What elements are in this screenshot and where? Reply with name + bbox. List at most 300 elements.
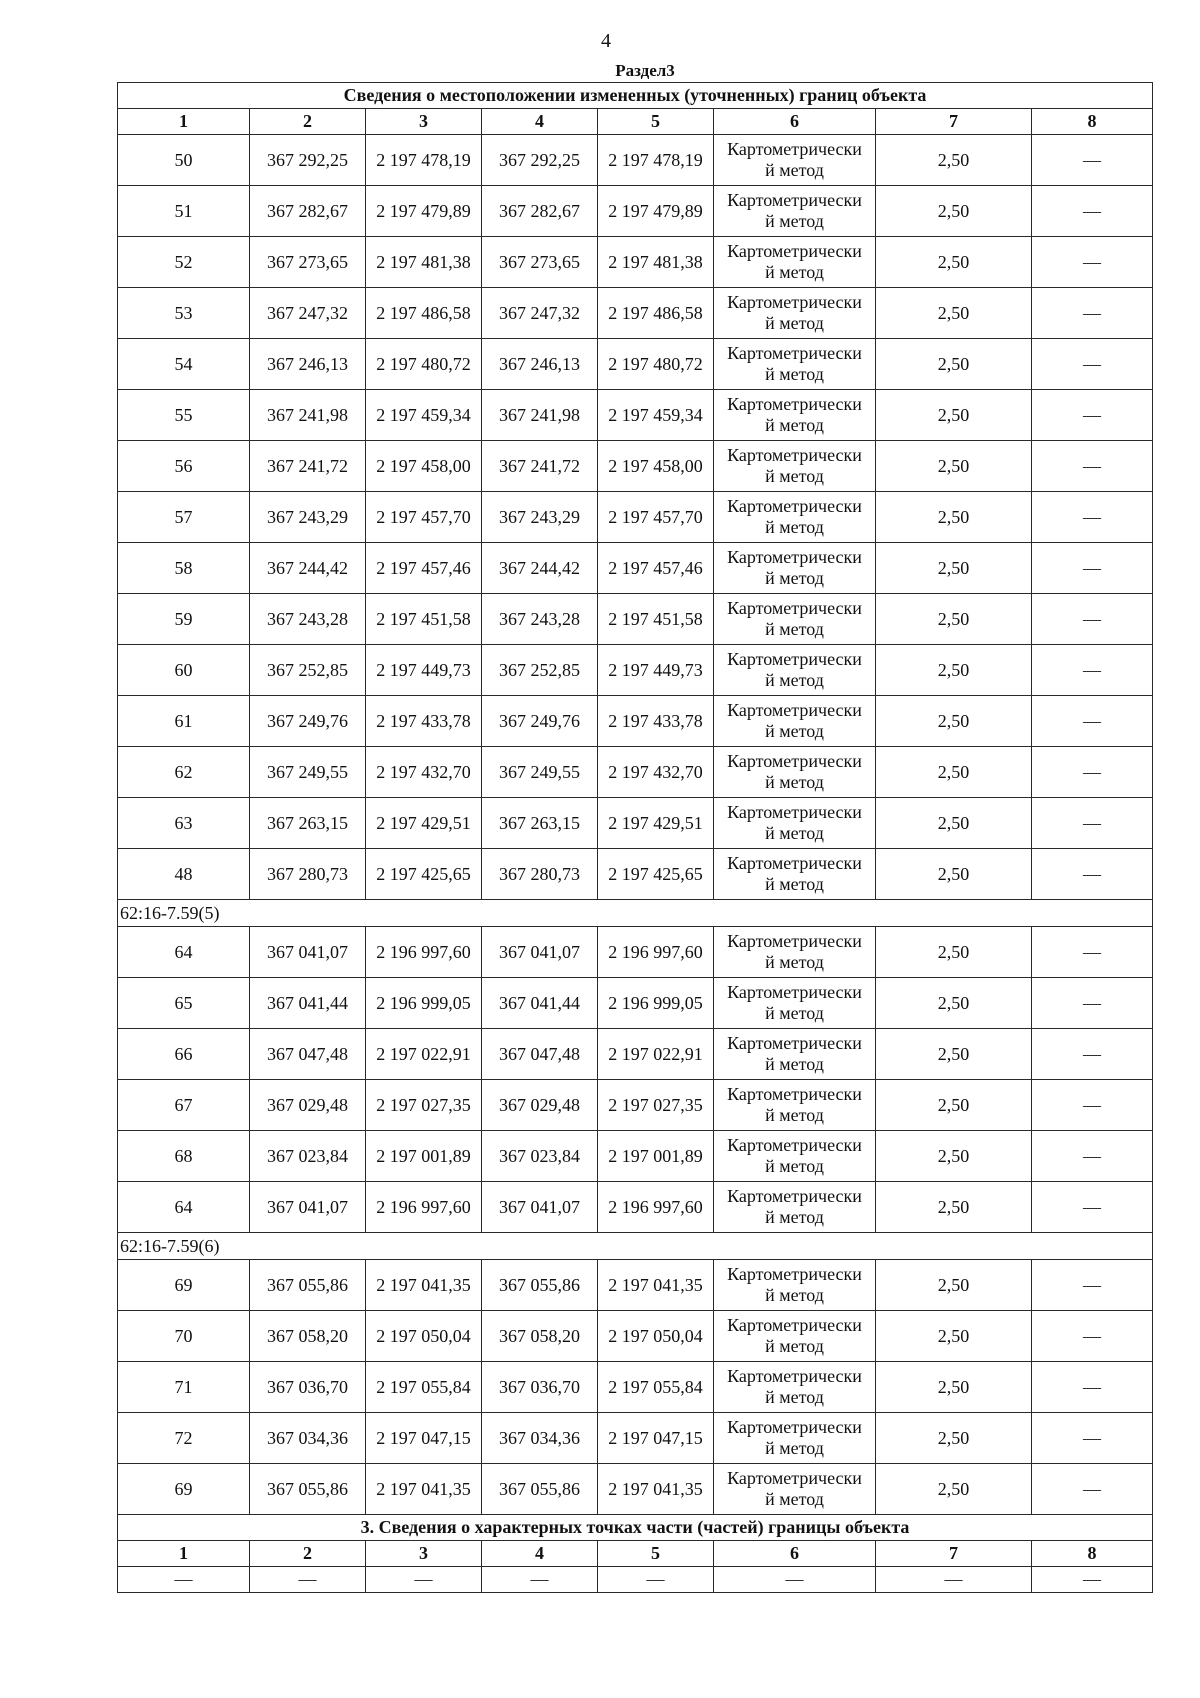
method-cell [714, 1311, 876, 1362]
table-row [118, 747, 1153, 798]
note-cell: — [1032, 927, 1153, 978]
y-refined-cell: 2 197 027,35 [598, 1080, 714, 1131]
method-cell [714, 1413, 876, 1464]
method-cell [714, 696, 876, 747]
method-line-1: Картометрически [727, 751, 862, 771]
point-number-cell: 55 [118, 390, 250, 441]
method-line-1: Картометрически [727, 394, 862, 414]
y-refined-cell: 2 197 425,65 [598, 849, 714, 900]
precision-cell: 2,50 [876, 645, 1032, 696]
x-refined-cell: 367 280,73 [482, 849, 598, 900]
precision-cell: 2,50 [876, 849, 1032, 900]
method-cell [714, 390, 876, 441]
y-existing-cell: 2 197 432,70 [366, 747, 482, 798]
method-line-1: Картометрически [727, 1084, 862, 1104]
method-cell [714, 135, 876, 186]
group-label: 62:16-7.59(5) [118, 900, 1153, 927]
x-refined-cell: 367 041,44 [482, 978, 598, 1029]
y-refined-cell: 2 196 997,60 [598, 1182, 714, 1233]
x-refined-cell: 367 263,15 [482, 798, 598, 849]
method-cell [714, 1464, 876, 1515]
y-refined-cell: 2 197 480,72 [598, 339, 714, 390]
point-number-cell: 60 [118, 645, 250, 696]
method-line-2: й метод [765, 1054, 824, 1074]
precision-cell: 2,50 [876, 441, 1032, 492]
x-refined-cell: 367 249,76 [482, 696, 598, 747]
method-cell [714, 1080, 876, 1131]
point-number-cell: 51 [118, 186, 250, 237]
method-cell [714, 441, 876, 492]
method-line-1: Картометрически [727, 139, 862, 159]
x-refined-cell: 367 055,86 [482, 1464, 598, 1515]
note-cell: — [1032, 390, 1153, 441]
x-existing-cell: 367 055,86 [250, 1464, 366, 1515]
method-line-1: Картометрически [727, 547, 862, 567]
y-refined-cell: 2 197 050,04 [598, 1311, 714, 1362]
y-existing-cell: 2 197 022,91 [366, 1029, 482, 1080]
x-existing-cell: 367 041,44 [250, 978, 366, 1029]
point-number-cell: 72 [118, 1413, 250, 1464]
table-row [118, 237, 1153, 288]
x-refined-cell: 367 244,42 [482, 543, 598, 594]
column-number: 8 [1032, 109, 1153, 135]
column-number: 6 [714, 109, 876, 135]
precision-cell: 2,50 [876, 798, 1032, 849]
y-existing-cell: 2 197 050,04 [366, 1311, 482, 1362]
point-number-cell: 56 [118, 441, 250, 492]
precision-cell: 2,50 [876, 492, 1032, 543]
part-section-title: 3. Сведения о характерных точках части (частей) границы объекта [118, 1515, 1153, 1541]
method-line-2: й метод [765, 364, 824, 384]
precision-cell: 2,50 [876, 339, 1032, 390]
table-row [118, 978, 1153, 1029]
table-row [118, 390, 1153, 441]
table-row [118, 1131, 1153, 1182]
method-line-2: й метод [765, 466, 824, 486]
x-refined-cell: 367 029,48 [482, 1080, 598, 1131]
page-number: 4 [601, 30, 611, 52]
column-number: 7 [876, 109, 1032, 135]
method-cell [714, 927, 876, 978]
precision-cell: 2,50 [876, 696, 1032, 747]
point-number-cell: 70 [118, 1311, 250, 1362]
method-cell [714, 978, 876, 1029]
x-existing-cell: 367 249,76 [250, 696, 366, 747]
precision-cell: 2,50 [876, 1080, 1032, 1131]
method-line-2: й метод [765, 1387, 824, 1407]
note-cell: — [1032, 798, 1153, 849]
method-line-1: Картометрически [727, 292, 862, 312]
point-number-cell: 62 [118, 747, 250, 798]
column-number: 2 [250, 1541, 366, 1567]
method-line-2: й метод [765, 772, 824, 792]
column-number: 7 [876, 1541, 1032, 1567]
table-row [118, 135, 1153, 186]
method-line-2: й метод [765, 517, 824, 537]
x-refined-cell: 367 241,72 [482, 441, 598, 492]
y-existing-cell: 2 197 055,84 [366, 1362, 482, 1413]
y-refined-cell: 2 197 457,70 [598, 492, 714, 543]
empty-cell: — [1032, 1567, 1153, 1593]
x-existing-cell: 367 252,85 [250, 645, 366, 696]
y-existing-cell: 2 197 480,72 [366, 339, 482, 390]
method-line-2: й метод [765, 721, 824, 741]
y-refined-cell: 2 197 457,46 [598, 543, 714, 594]
y-existing-cell: 2 197 449,73 [366, 645, 482, 696]
table-title: Сведения о местоположении измененных (уточненных) границ объекта [118, 83, 1153, 109]
method-line-1: Картометрически [727, 931, 862, 951]
y-existing-cell: 2 197 001,89 [366, 1131, 482, 1182]
y-existing-cell: 2 197 047,15 [366, 1413, 482, 1464]
group-row [118, 900, 1153, 927]
y-refined-cell: 2 197 001,89 [598, 1131, 714, 1182]
method-cell [714, 645, 876, 696]
group-row [118, 1233, 1153, 1260]
y-refined-cell: 2 197 433,78 [598, 696, 714, 747]
y-existing-cell: 2 197 451,58 [366, 594, 482, 645]
y-refined-cell: 2 197 432,70 [598, 747, 714, 798]
method-line-2: й метод [765, 262, 824, 282]
table-row [118, 1182, 1153, 1233]
point-number-cell: 50 [118, 135, 250, 186]
precision-cell: 2,50 [876, 747, 1032, 798]
method-line-2: й метод [765, 160, 824, 180]
note-cell: — [1032, 288, 1153, 339]
precision-cell: 2,50 [876, 135, 1032, 186]
precision-cell: 2,50 [876, 1182, 1032, 1233]
x-existing-cell: 367 246,13 [250, 339, 366, 390]
column-number: 4 [482, 1541, 598, 1567]
column-number: 8 [1032, 1541, 1153, 1567]
group-label: 62:16-7.59(6) [118, 1233, 1153, 1260]
empty-cell: — [250, 1567, 366, 1593]
precision-cell: 2,50 [876, 1029, 1032, 1080]
method-line-1: Картометрически [727, 598, 862, 618]
y-existing-cell: 2 196 997,60 [366, 1182, 482, 1233]
method-cell [714, 1029, 876, 1080]
note-cell: — [1032, 1029, 1153, 1080]
x-existing-cell: 367 055,86 [250, 1260, 366, 1311]
note-cell: — [1032, 186, 1153, 237]
method-line-2: й метод [765, 313, 824, 333]
x-existing-cell: 367 249,55 [250, 747, 366, 798]
method-line-2: й метод [765, 568, 824, 588]
y-refined-cell: 2 197 479,89 [598, 186, 714, 237]
y-existing-cell: 2 197 425,65 [366, 849, 482, 900]
method-cell [714, 339, 876, 390]
x-existing-cell: 367 029,48 [250, 1080, 366, 1131]
point-number-cell: 58 [118, 543, 250, 594]
x-existing-cell: 367 047,48 [250, 1029, 366, 1080]
column-number: 4 [482, 109, 598, 135]
point-number-cell: 68 [118, 1131, 250, 1182]
x-existing-cell: 367 041,07 [250, 1182, 366, 1233]
y-existing-cell: 2 197 457,46 [366, 543, 482, 594]
x-refined-cell: 367 252,85 [482, 645, 598, 696]
note-cell: — [1032, 339, 1153, 390]
y-existing-cell: 2 197 481,38 [366, 237, 482, 288]
precision-cell: 2,50 [876, 390, 1032, 441]
point-number-cell: 66 [118, 1029, 250, 1080]
note-cell: — [1032, 135, 1153, 186]
precision-cell: 2,50 [876, 288, 1032, 339]
note-cell: — [1032, 1464, 1153, 1515]
y-refined-cell: 2 196 997,60 [598, 927, 714, 978]
table-row [118, 1080, 1153, 1131]
x-refined-cell: 367 249,55 [482, 747, 598, 798]
empty-cell: — [118, 1567, 250, 1593]
precision-cell: 2,50 [876, 978, 1032, 1029]
y-existing-cell: 2 197 478,19 [366, 135, 482, 186]
x-existing-cell: 367 036,70 [250, 1362, 366, 1413]
column-number: 5 [598, 109, 714, 135]
precision-cell: 2,50 [876, 594, 1032, 645]
section-label: Раздел3 [615, 61, 675, 80]
method-line-1: Картометрически [727, 982, 862, 1002]
table-row [118, 492, 1153, 543]
precision-cell: 2,50 [876, 1260, 1032, 1311]
point-number-cell: 48 [118, 849, 250, 900]
column-number: 1 [118, 109, 250, 135]
y-existing-cell: 2 197 027,35 [366, 1080, 482, 1131]
y-refined-cell: 2 197 055,84 [598, 1362, 714, 1413]
precision-cell: 2,50 [876, 1362, 1032, 1413]
method-cell [714, 594, 876, 645]
method-line-1: Картометрически [727, 1186, 862, 1206]
table-row [118, 543, 1153, 594]
method-line-2: й метод [765, 1285, 824, 1305]
y-existing-cell: 2 197 041,35 [366, 1464, 482, 1515]
precision-cell: 2,50 [876, 543, 1032, 594]
method-cell [714, 186, 876, 237]
method-line-1: Картометрически [727, 1315, 862, 1335]
method-line-2: й метод [765, 952, 824, 972]
y-refined-cell: 2 197 458,00 [598, 441, 714, 492]
method-line-1: Картометрически [727, 1033, 862, 1053]
column-number: 5 [598, 1541, 714, 1567]
note-cell: — [1032, 1311, 1153, 1362]
y-refined-cell: 2 197 486,58 [598, 288, 714, 339]
x-refined-cell: 367 055,86 [482, 1260, 598, 1311]
column-number: 3 [366, 1541, 482, 1567]
table-row [118, 186, 1153, 237]
table-row [118, 927, 1153, 978]
table-row [118, 288, 1153, 339]
method-line-1: Картометрически [727, 1135, 862, 1155]
y-existing-cell: 2 197 459,34 [366, 390, 482, 441]
y-refined-cell: 2 197 047,15 [598, 1413, 714, 1464]
y-refined-cell: 2 197 451,58 [598, 594, 714, 645]
y-refined-cell: 2 197 478,19 [598, 135, 714, 186]
y-existing-cell: 2 197 433,78 [366, 696, 482, 747]
method-cell [714, 237, 876, 288]
part-empty-row [118, 1567, 1153, 1593]
x-refined-cell: 367 241,98 [482, 390, 598, 441]
y-existing-cell: 2 197 429,51 [366, 798, 482, 849]
method-line-2: й метод [765, 1489, 824, 1509]
note-cell: — [1032, 1362, 1153, 1413]
method-line-2: й метод [765, 1003, 824, 1023]
x-refined-cell: 367 023,84 [482, 1131, 598, 1182]
y-refined-cell: 2 197 022,91 [598, 1029, 714, 1080]
precision-cell: 2,50 [876, 927, 1032, 978]
part-section [118, 1515, 1153, 1593]
method-line-1: Картометрически [727, 445, 862, 465]
point-number-cell: 63 [118, 798, 250, 849]
y-refined-cell: 2 197 481,38 [598, 237, 714, 288]
point-number-cell: 64 [118, 1182, 250, 1233]
table-row [118, 1260, 1153, 1311]
note-cell: — [1032, 543, 1153, 594]
x-existing-cell: 367 243,28 [250, 594, 366, 645]
note-cell: — [1032, 645, 1153, 696]
point-number-cell: 64 [118, 927, 250, 978]
precision-cell: 2,50 [876, 1131, 1032, 1182]
point-number-cell: 71 [118, 1362, 250, 1413]
note-cell: — [1032, 594, 1153, 645]
table-row [118, 339, 1153, 390]
point-number-cell: 52 [118, 237, 250, 288]
x-refined-cell: 367 041,07 [482, 1182, 598, 1233]
x-refined-cell: 367 243,29 [482, 492, 598, 543]
x-refined-cell: 367 243,28 [482, 594, 598, 645]
empty-cell: — [876, 1567, 1032, 1593]
method-cell [714, 798, 876, 849]
point-number-cell: 69 [118, 1464, 250, 1515]
method-line-2: й метод [765, 211, 824, 231]
note-cell: — [1032, 1413, 1153, 1464]
y-existing-cell: 2 197 041,35 [366, 1260, 482, 1311]
point-number-cell: 69 [118, 1260, 250, 1311]
point-number-cell: 54 [118, 339, 250, 390]
table-row [118, 1362, 1153, 1413]
y-refined-cell: 2 197 449,73 [598, 645, 714, 696]
note-cell: — [1032, 1182, 1153, 1233]
note-cell: — [1032, 696, 1153, 747]
point-number-cell: 53 [118, 288, 250, 339]
x-refined-cell: 367 282,67 [482, 186, 598, 237]
column-number-row [118, 109, 1153, 135]
x-refined-cell: 367 247,32 [482, 288, 598, 339]
point-number-cell: 59 [118, 594, 250, 645]
precision-cell: 2,50 [876, 1311, 1032, 1362]
x-existing-cell: 367 280,73 [250, 849, 366, 900]
method-line-2: й метод [765, 1156, 824, 1176]
table-row [118, 1464, 1153, 1515]
note-cell: — [1032, 441, 1153, 492]
method-line-2: й метод [765, 874, 824, 894]
x-existing-cell: 367 241,98 [250, 390, 366, 441]
column-number: 6 [714, 1541, 876, 1567]
empty-cell: — [714, 1567, 876, 1593]
y-existing-cell: 2 197 479,89 [366, 186, 482, 237]
table-row [118, 1413, 1153, 1464]
point-number-cell: 61 [118, 696, 250, 747]
method-cell [714, 849, 876, 900]
method-cell [714, 1131, 876, 1182]
x-refined-cell: 367 036,70 [482, 1362, 598, 1413]
y-existing-cell: 2 196 999,05 [366, 978, 482, 1029]
precision-cell: 2,50 [876, 186, 1032, 237]
method-line-1: Картометрически [727, 343, 862, 363]
table-row [118, 594, 1153, 645]
method-line-2: й метод [765, 1336, 824, 1356]
y-refined-cell: 2 196 999,05 [598, 978, 714, 1029]
method-line-1: Картометрически [727, 1468, 862, 1488]
note-cell: — [1032, 237, 1153, 288]
method-line-2: й метод [765, 415, 824, 435]
x-refined-cell: 367 246,13 [482, 339, 598, 390]
y-refined-cell: 2 197 429,51 [598, 798, 714, 849]
y-existing-cell: 2 197 486,58 [366, 288, 482, 339]
method-cell [714, 492, 876, 543]
note-cell: — [1032, 1131, 1153, 1182]
y-existing-cell: 2 196 997,60 [366, 927, 482, 978]
method-line-1: Картометрически [727, 649, 862, 669]
method-line-1: Картометрически [727, 241, 862, 261]
method-cell [714, 1362, 876, 1413]
table-row [118, 441, 1153, 492]
x-refined-cell: 367 041,07 [482, 927, 598, 978]
x-refined-cell: 367 047,48 [482, 1029, 598, 1080]
x-existing-cell: 367 023,84 [250, 1131, 366, 1182]
x-existing-cell: 367 292,25 [250, 135, 366, 186]
x-refined-cell: 367 034,36 [482, 1413, 598, 1464]
note-cell: — [1032, 1080, 1153, 1131]
note-cell: — [1032, 978, 1153, 1029]
x-existing-cell: 367 241,72 [250, 441, 366, 492]
empty-cell: — [482, 1567, 598, 1593]
x-refined-cell: 367 292,25 [482, 135, 598, 186]
precision-cell: 2,50 [876, 1464, 1032, 1515]
method-line-2: й метод [765, 1207, 824, 1227]
x-existing-cell: 367 273,65 [250, 237, 366, 288]
method-line-1: Картометрически [727, 496, 862, 516]
column-number: 3 [366, 109, 482, 135]
precision-cell: 2,50 [876, 237, 1032, 288]
method-line-2: й метод [765, 1438, 824, 1458]
x-existing-cell: 367 058,20 [250, 1311, 366, 1362]
part-column-number-row [118, 1541, 1153, 1567]
method-line-1: Картометрически [727, 1417, 862, 1437]
method-cell [714, 288, 876, 339]
part-section-title-row [118, 1515, 1153, 1541]
method-line-2: й метод [765, 619, 824, 639]
note-cell: — [1032, 492, 1153, 543]
method-cell [714, 543, 876, 594]
method-line-1: Картометрически [727, 190, 862, 210]
table-row [118, 849, 1153, 900]
table-row [118, 1311, 1153, 1362]
method-line-1: Картометрически [727, 700, 862, 720]
table-body [118, 83, 1153, 1515]
point-number-cell: 67 [118, 1080, 250, 1131]
method-line-1: Картометрически [727, 853, 862, 873]
x-refined-cell: 367 058,20 [482, 1311, 598, 1362]
empty-cell: — [598, 1567, 714, 1593]
table-row [118, 1029, 1153, 1080]
method-cell [714, 1182, 876, 1233]
table-row [118, 696, 1153, 747]
method-cell [714, 747, 876, 798]
method-line-1: Картометрически [727, 1264, 862, 1284]
x-existing-cell: 367 034,36 [250, 1413, 366, 1464]
y-refined-cell: 2 197 041,35 [598, 1464, 714, 1515]
x-refined-cell: 367 273,65 [482, 237, 598, 288]
method-line-2: й метод [765, 823, 824, 843]
table-row [118, 645, 1153, 696]
table-row [118, 798, 1153, 849]
